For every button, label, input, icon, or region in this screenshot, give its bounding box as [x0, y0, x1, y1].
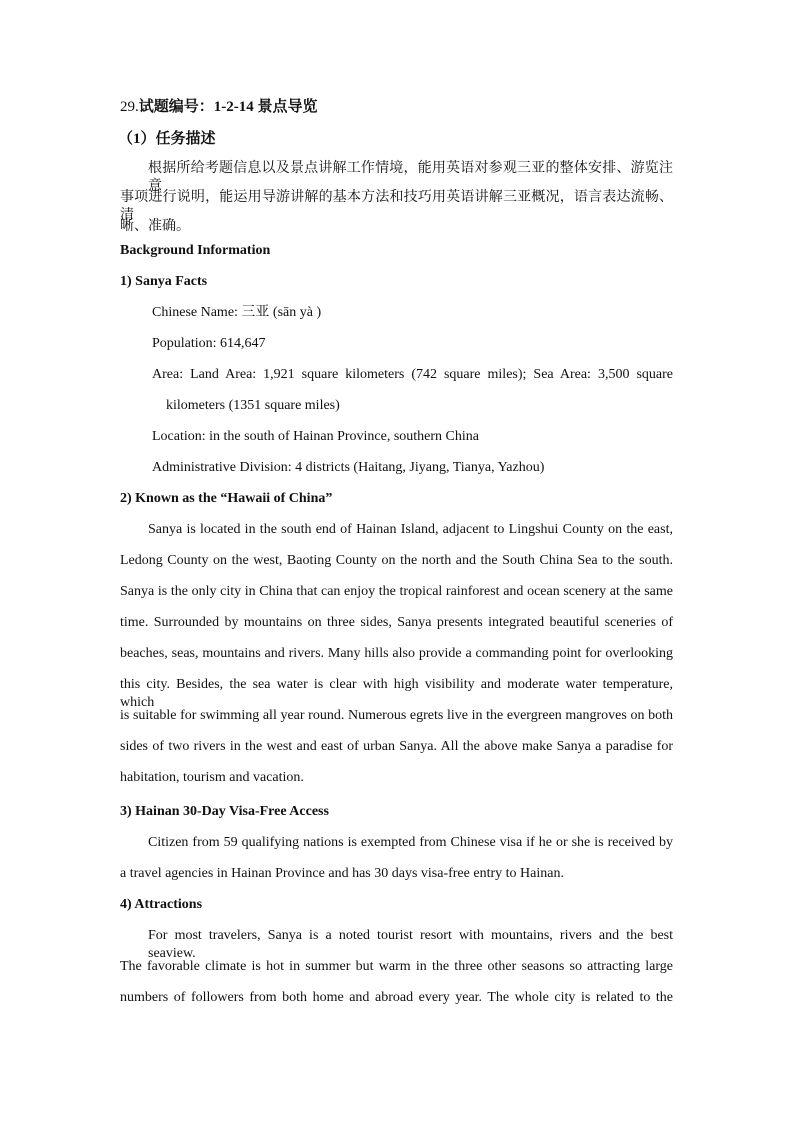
fact-location: Location: in the south of Hainan Province, southern China [152, 429, 479, 444]
hawaii-line-7: is suitable for swimming all year round. Numerous egrets live in the evergreen mangroves on both [120, 708, 673, 723]
fact-area-line-2: kilometers (1351 square miles) [166, 398, 340, 413]
attractions-line-1: For most travelers, Sanya is a noted tourist resort with mountains, rivers and the best seaview. [148, 928, 673, 961]
question-title [120, 98, 673, 116]
hawaii-line-3: Sanya is the only city in China that can enjoy the tropical rainforest and ocean scenery at the same [120, 584, 673, 599]
hawaii-heading: 2) Known as the “Hawaii of China” [120, 491, 333, 506]
question-number: 29. [120, 99, 139, 115]
hawaii-line-1: Sanya is located in the south end of Hainan Island, adjacent to Lingshui County on the east, [148, 522, 673, 537]
background-heading: Background Information [120, 243, 271, 258]
task-line-1: 根据所给考题信息以及景点讲解工作情境，能用英语对参观三亚的整体安排、游览注意 [148, 161, 673, 194]
visa-heading: 3) Hainan 30-Day Visa-Free Access [120, 804, 329, 819]
task-line-2: 事项进行说明，能运用导游讲解的基本方法和技巧用英语讲解三亚概况，语言表达流畅、清 [120, 190, 673, 223]
question-label: 试题编号： [138, 99, 214, 115]
hawaii-line-8: sides of two rivers in the west and east of urban Sanya. All the above make Sanya a paradise for [120, 739, 673, 754]
hawaii-line-6: this city. Besides, the sea water is clear with high visibility and moderate water temperature, which [120, 677, 673, 710]
task-line-3: 晰、准确。 [120, 219, 190, 234]
hawaii-line-2: Ledong County on the west, Baoting County on the north and the South China Sea to the south. [120, 553, 673, 568]
fact-area-line-1: Area: Land Area: 1,921 square kilometers (742 square miles); Sea Area: 3,500 square [152, 367, 673, 382]
attractions-heading: 4) Attractions [120, 897, 203, 912]
visa-line-1: Citizen from 59 qualifying nations is exempted from Chinese visa if he or she is received by [148, 835, 673, 850]
hawaii-line-4: time. Surrounded by mountains on three sides, Sanya presents integrated beautiful sceneries of [120, 615, 673, 630]
hawaii-line-5: beaches, seas, mountains and rivers. Many hills also provide a commanding point for overlooking [120, 646, 673, 661]
facts-heading: 1) Sanya Facts [120, 274, 208, 289]
hawaii-line-9: habitation, tourism and vacation. [120, 770, 304, 785]
attractions-line-2: The favorable climate is hot in summer but warm in the three other seasons so attracting large [120, 959, 673, 974]
fact-chinese-name: Chinese Name: 三亚 (sān yà ) [152, 305, 322, 320]
fact-population: Population: 614,647 [152, 336, 266, 351]
question-code: 1-2-14 [213, 99, 254, 115]
visa-line-2: a travel agencies in Hainan Province and has 30 days visa-free entry to Hainan. [120, 866, 564, 881]
attractions-line-3: numbers of followers from both home and abroad every year. The whole city is related to the [120, 990, 673, 1005]
fact-division: Administrative Division: 4 districts (Haitang, Jiyang, Tianya, Yazhou) [152, 460, 545, 475]
question-name: 景点导览 [257, 99, 318, 115]
task-heading: （1）任务描述 [118, 131, 216, 147]
